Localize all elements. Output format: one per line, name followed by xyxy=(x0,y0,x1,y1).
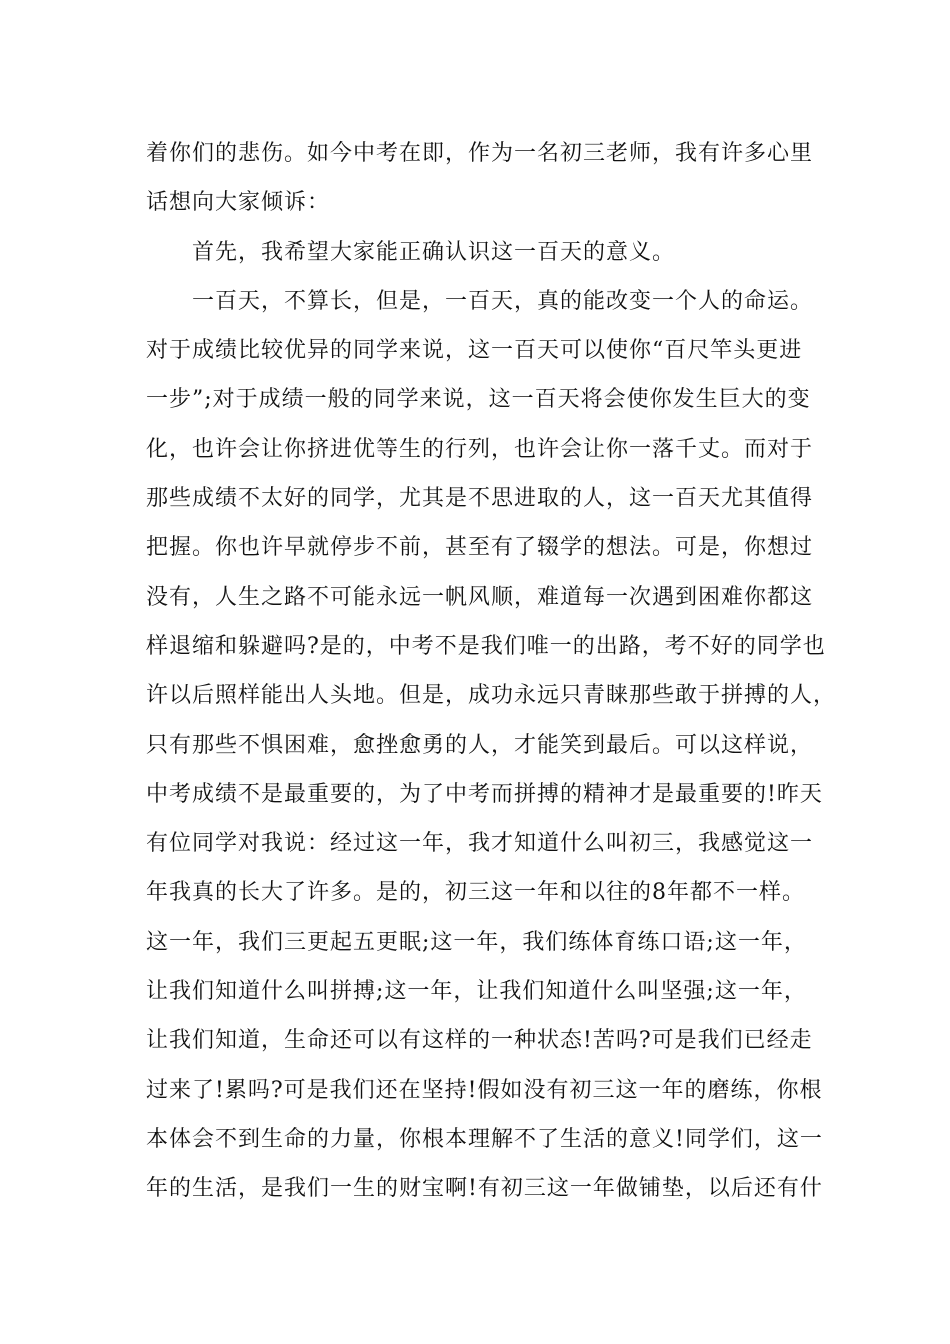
text-line: 中考成绩不是最重要的，为了中考而拼搏的精神才是最重要的!昨天 xyxy=(146,781,823,807)
text-line: 着你们的悲伤。如今中考在即，作为一名初三老师，我有许多心里 xyxy=(146,141,814,166)
text-line: 首先，我希望大家能正确认识这一百天的意义。 xyxy=(192,239,676,265)
text-line: 话想向大家倾诉： xyxy=(146,190,331,216)
text-line: 样退缩和躲避吗?是的，中考不是我们唯一的出路，考不好的同学也 xyxy=(146,633,826,659)
text-line: 没有，人生之路不可能永远一帆风顺，难道每一次遇到困难你都这 xyxy=(146,584,814,610)
text-line: 只有那些不惧困难，愈挫愈勇的人，才能笑到最后。可以这样说， xyxy=(146,732,814,758)
text-line: 过来了!累吗?可是我们还在坚持!假如没有初三这一年的磨练，你根 xyxy=(146,1077,823,1103)
text-line: 本体会不到生命的力量，你根本理解不了生活的意义!同学们，这一 xyxy=(146,1126,823,1152)
text-line: 对于成绩比较优异的同学来说，这一百天可以使你“百尺竿头更进 xyxy=(146,338,803,364)
text-line: 化，也许会让你挤进优等生的行列，也许会让你一落千丈。而对于 xyxy=(146,436,814,462)
text-line: 那些成绩不太好的同学，尤其是不思进取的人，这一百天尤其值得 xyxy=(146,486,814,512)
text-line: 年的生活，是我们一生的财宝啊!有初三这一年做铺垫，以后还有什 xyxy=(146,1176,823,1202)
text-line: 一百天，不算长，但是，一百天，真的能改变一个人的命运。 xyxy=(192,288,814,314)
text-line: 让我们知道什么叫拼搏;这一年，让我们知道什么叫坚强;这一年， xyxy=(146,979,807,1005)
text-line: 年我真的长大了许多。是的，初三这一年和以往的8年都不一样。 xyxy=(146,880,805,906)
text-line: 这一年，我们三更起五更眠;这一年，我们练体育练口语;这一年， xyxy=(146,929,807,955)
text-line: 让我们知道，生命还可以有这样的一种状态!苦吗?可是我们已经走 xyxy=(146,1028,813,1054)
body-text xyxy=(146,132,837,1217)
text-line: 一步”;对于成绩一般的同学来说，这一百天将会使你发生巨大的变 xyxy=(146,387,811,413)
text-line: 把握。你也许早就停步不前，甚至有了辍学的想法。可是，你想过 xyxy=(146,535,814,561)
text-line: 许以后照样能出人头地。但是，成功永远只青睐那些敢于拼搏的人， xyxy=(146,683,837,709)
text-line: 有位同学对我说：经过这一年，我才知道什么叫初三，我感觉这一 xyxy=(146,831,814,857)
